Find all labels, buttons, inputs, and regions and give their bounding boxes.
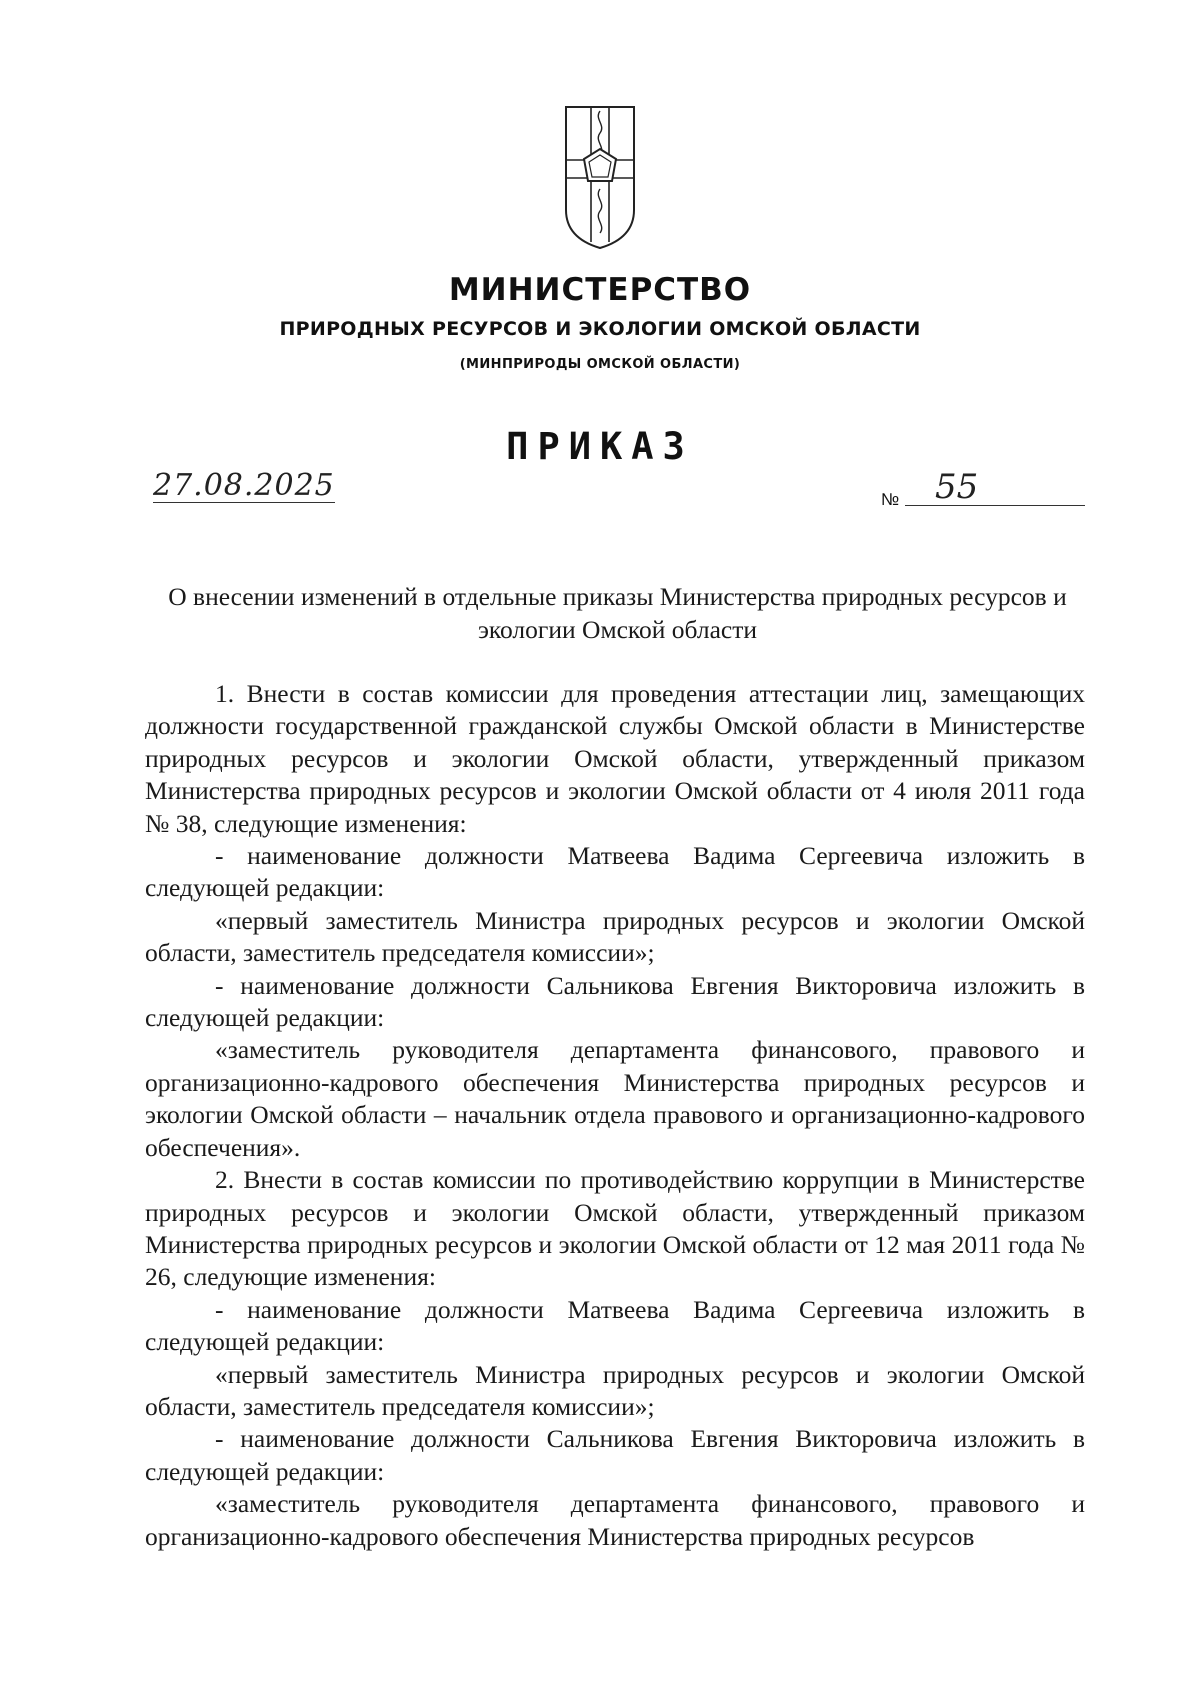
ministry-abbreviation: (МИНПРИРОДЫ ОМСКОЙ ОБЛАСТИ) xyxy=(459,357,741,372)
document-body xyxy=(145,678,1085,1553)
ministry-title: МИНИСТЕРСТВО xyxy=(448,272,752,308)
document-number-underline xyxy=(905,505,1085,506)
body-paragraph: «заместитель руководителя департамента финансового, правового и организационно-кадрового обеспечения Министерства природных ресурсов и экологии Омской области – начальник отдела правового и организационно-кадрового обеспечения». xyxy=(145,1035,1085,1162)
omsk-region-coat-of-arms-icon xyxy=(564,105,636,250)
document-date: 27.08.2025 xyxy=(153,468,335,503)
body-paragraph: «первый заместитель Министра природных ресурсов и экологии Омской области, заместитель председателя комиссии»; xyxy=(145,905,1085,968)
document-number: 55 xyxy=(935,467,979,507)
document-number-label: № xyxy=(881,490,900,509)
document-heading: О внесении изменений в отдельные приказы Министерства природных ресурсов и экологии Омской области xyxy=(168,582,1067,644)
body-paragraph: - наименование должности Матвеева Вадима Сергеевича изложить в следующей редакции: xyxy=(145,1294,1085,1357)
body-paragraph: - наименование должности Сальникова Евгения Викторовича изложить в следующей редакции: xyxy=(145,1424,1085,1486)
body-paragraph: «заместитель руководителя департамента финансового, правового и организационно-кадрового обеспечения Министерства природных ресурсов xyxy=(145,1489,1085,1551)
body-paragraph: «первый заместитель Министра природных ресурсов и экологии Омской области, заместитель председателя комиссии»; xyxy=(145,1359,1085,1421)
body-paragraph: 1. Внести в состав комиссии для проведения аттестации лиц, замещающих должности государственной гражданской службы Омской области в Министерстве природных ресурсов и экологии Омской области, утвержденный приказом Министерства природных ресурсов и экологии Омской области от 4 июля 2011 года № 38, следующие изменения: xyxy=(145,679,1085,838)
ministry-subtitle: ПРИРОДНЫХ РЕСУРСОВ И ЭКОЛОГИИ ОМСКОЙ ОБЛАСТИ xyxy=(279,318,921,340)
body-paragraph: - наименование должности Матвеева Вадима Сергеевича изложить в следующей редакции: xyxy=(145,841,1085,903)
body-paragraph: 2. Внести в состав комиссии по противодействию коррупции в Министерстве природных ресурсов и экологии Омской области, утвержденный приказом Министерства природных ресурсов и экологии Омской области от 12 мая 2011 года № 26, следующие изменения: xyxy=(145,1165,1085,1292)
body-paragraph: - наименование должности Сальникова Евгения Викторовича изложить в следующей редакции: xyxy=(145,970,1085,1033)
document-type-title: ПРИКАЗ xyxy=(506,425,694,468)
